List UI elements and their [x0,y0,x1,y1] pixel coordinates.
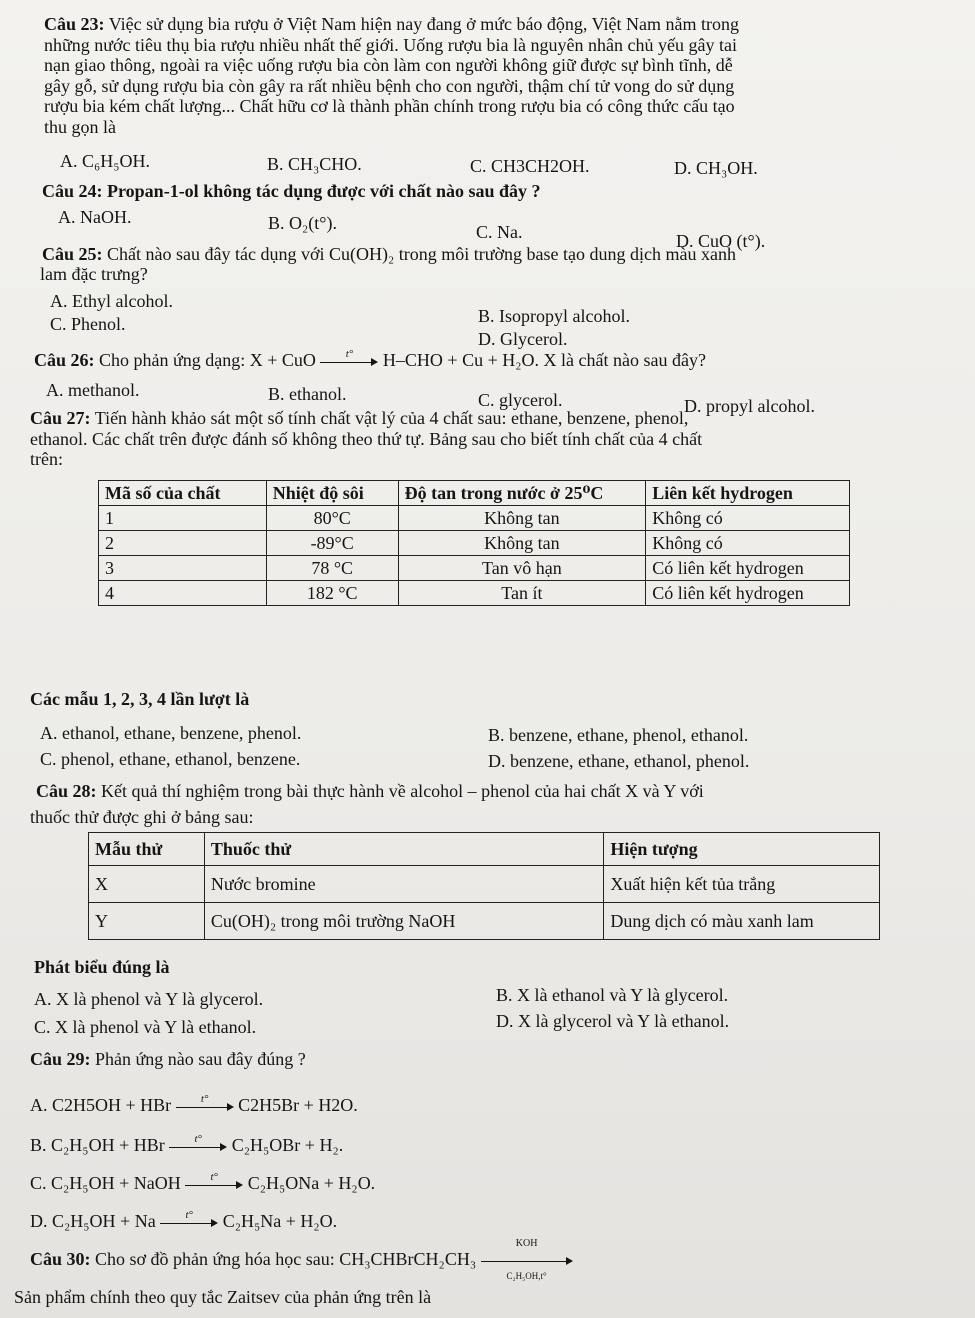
table-row [99,506,850,531]
q23-line: những nước tiêu thụ bia rượu nhiều nhất thế giới. Uống rượu bia là nguyên nhân chủ yếu gây tai [44,34,737,55]
arrow-condition: t° [185,1208,193,1221]
arrow-condition-top: KOH [515,1237,538,1249]
q25-text-line2: lam đặc trưng? [40,264,148,284]
reaction-arrow-icon [169,1132,227,1154]
reaction-arrow-icon [185,1170,243,1192]
q25-option-b[interactable]: B. Isopropyl alcohol. [478,306,630,326]
table-cell: Không tan [398,531,646,556]
table-cell: 2 [99,531,267,556]
question-28 [36,780,704,802]
table-cell: 3 [99,556,267,581]
table-header-cell: Thuốc thử [204,833,603,866]
table-row [89,866,880,903]
q23-line: thu gọn là [44,116,116,137]
q26-option-b[interactable]: B. ethanol. [268,384,347,404]
table-header-row [99,481,850,506]
q30-label: Câu 30: [30,1249,91,1269]
reaction-arrow-icon [160,1208,218,1230]
question-30 [30,1237,573,1281]
q28-label: Câu 28: [36,781,97,801]
q27-prompt: Các mẫu 1, 2, 3, 4 lần lượt là [30,689,250,709]
q28-prompt: Phát biểu đúng là [34,957,170,977]
q30-text-line2: Sản phẩm chính theo quy tắc Zaitsev của phản ứng trên là [14,1287,432,1307]
table-cell: X [89,866,205,903]
q26-text: Cho phản ứng dạng: X + CuO [99,350,316,370]
table-cell: 4 [99,581,267,606]
q26-option-c[interactable]: C. glycerol. [478,390,563,410]
q23-option-a[interactable]: A. C₆H₅OH. [60,151,151,171]
q28-text-line2: thuốc thử được ghi ở bảng sau: [30,807,254,827]
q23-label: Câu 23: [44,14,105,34]
q27-line: ethanol. Các chất trên được đánh số không theo thứ tự. Bảng sau cho biết tính chất của 4 chất [30,428,703,449]
reactants: C₂H₅OH + HBr [51,1135,165,1155]
table-cell: Cu(OH)₂ trong môi trường NaOH [204,903,603,940]
q27-line: trên: [30,449,63,469]
table-cell: Có liên kết hydrogen [646,556,850,581]
q24-option-c[interactable]: C. Na. [476,222,523,242]
experiment-table [88,832,880,940]
table-cell: 1 [99,506,267,531]
question-24 [42,180,541,202]
arrow-condition: t° [200,1092,209,1105]
question-29 [30,1048,306,1070]
table-cell: Xuất hiện kết tủa trắng [604,866,880,903]
q24-option-a[interactable]: A. NaOH. [58,207,132,227]
option-letter: D. [30,1211,48,1231]
q25-option-d[interactable]: D. Glycerol. [478,329,568,349]
q26-option-d[interactable]: D. propyl alcohol. [684,396,815,416]
table-cell: Không tan [398,506,646,531]
table-header-row [89,833,880,866]
question-27 [30,408,945,470]
q24-text: Propan-1-ol [107,181,204,201]
q23-option-b[interactable]: B. CH₃CHO. [267,154,362,174]
reaction-arrow-icon [176,1092,234,1114]
q28-option-d[interactable]: D. X là glycerol và Y là ethanol. [496,1011,730,1031]
table-header-cell: Độ tan trong nước ở 25⁰C [398,481,646,506]
option-letter: C. [30,1173,47,1193]
table-cell: Có liên kết hydrogen [646,581,850,606]
products: C₂H₅Na + H₂O. [222,1211,338,1231]
table-row [89,903,880,940]
q27-option-c[interactable]: C. phenol, ethane, ethanol, benzene. [40,749,301,769]
q25-option-c[interactable]: C. Phenol. [50,314,126,334]
reaction-arrow-icon [481,1237,573,1281]
q28-text: Kết quả thí nghiệm trong bài thực hành về alcohol – phenol của hai chất X và Y với [101,781,704,801]
q29-option-a[interactable] [30,1094,358,1116]
question-26 [34,349,706,371]
table-header-cell: Mẫu thử [89,833,205,866]
q28-option-b[interactable]: B. X là ethanol và Y là glycerol. [496,985,729,1005]
table-cell: Y [89,903,205,940]
q28-option-a[interactable]: A. X là phenol và Y là glycerol. [34,989,264,1009]
q23-line: nạn giao thông, ngoài ra việc uống rượu bia còn làm con người không giữ được sự bình tĩnh, dễ [44,55,733,75]
q29-option-c[interactable] [30,1172,375,1194]
products: C2H5Br + H2O. [238,1095,358,1115]
products: C₂H₅OBr + H₂. [231,1135,344,1155]
q28-option-c[interactable]: C. X là phenol và Y là ethanol. [34,1017,257,1037]
q26-option-a[interactable]: A. methanol. [46,380,140,400]
q27-line: Tiến hành khảo sát một số tính chất vật lý của 4 chất sau: ethane, benzene, phenol, [94,408,689,428]
arrow-condition: t° [194,1132,202,1145]
reaction-arrow-icon [320,347,378,369]
q27-option-b[interactable]: B. benzene, ethane, phenol, ethanol. [488,725,749,745]
q24-label: Câu 24: [42,181,103,201]
table-row [99,581,850,606]
option-letter: B. [30,1135,47,1155]
q23-option-c[interactable]: C. CH3CH2OH. [470,156,590,176]
q27-option-a[interactable]: A. ethanol, ethane, benzene, phenol. [40,723,302,743]
table-cell: Không có [646,531,850,556]
table-cell: 78 °C [266,556,398,581]
option-letter: A. [30,1095,48,1115]
table-header-cell: Hiện tượng [604,833,880,866]
question-23 [44,14,954,137]
table-cell: 182 °C [266,581,398,606]
q23-line: rượu bia kém chất lượng... Chất hữu cơ là thành phần chính trong rượu bia có công thức cấu tạo [44,96,735,116]
q27-label: Câu 27: [30,408,91,428]
reactants: C₂H₅OH + Na [52,1211,156,1231]
q24-text-end: tác dụng được với chất nào sau đây ? [251,181,541,201]
products: C₂H₅ONa + H₂O. [247,1173,376,1193]
q24-option-b[interactable]: B. O₂(t°). [268,213,337,233]
q25-label: Câu 25: [42,244,103,264]
q29-text: Phản ứng nào sau đây đúng ? [95,1049,306,1069]
q26-label: Câu 26: [34,350,95,370]
table-row [99,531,850,556]
q23-line: Việc sử dụng bia rượu ở Việt Nam hiện nay đang ở mức báo động, Việt Nam nằm trong [108,14,739,34]
q26-text-end: H–CHO + Cu + H₂O. X là chất nào sau đây? [382,350,706,370]
q24-option-d[interactable]: D. CuO (t°). [676,231,766,251]
arrow-condition: t° [210,1170,218,1183]
q25-option-a[interactable]: A. Ethyl alcohol. [50,291,173,311]
table-header-cell: Mã số của chất [99,481,267,506]
q29-label: Câu 29: [30,1049,91,1069]
q29-option-d[interactable] [30,1210,337,1232]
table-row [99,556,850,581]
arrow-condition-bottom: C₂H₅OH,t° [506,1270,547,1281]
table-header-cell: Liên kết hydrogen [646,481,850,506]
q23-option-d[interactable]: D. CH₃OH. [674,158,758,178]
q27-option-d[interactable]: D. benzene, ethane, ethanol, phenol. [488,751,750,771]
q24-negation: không [203,181,252,201]
q30-text: Cho sơ đồ phản ứng hóa học sau: CH₃CHBrCH₂CH₃ [95,1249,477,1269]
question-25 [42,243,736,265]
q25-text: Chất nào sau đây tác dụng với Cu(OH)₂ trong môi trường base tạo dung dịch màu xanh [107,244,736,264]
table-cell: Tan ít [398,581,646,606]
q23-line: gây gỗ, sử dụng rượu bia còn gây ra rất nhiều bệnh cho con người, thậm chí tử vong do sử dụng [44,75,735,96]
table-cell: Tan vô hạn [398,556,646,581]
table-cell: -89°C [266,531,398,556]
reactants: C₂H₅OH + NaOH [51,1173,181,1193]
q29-option-b[interactable] [30,1134,343,1156]
table-cell: Không có [646,506,850,531]
table-cell: Dung dịch có màu xanh lam [604,903,880,940]
table-header-cell: Nhiệt độ sôi [266,481,398,506]
table-cell: Nước bromine [204,866,603,903]
reactants: C2H5OH + HBr [52,1095,172,1115]
arrow-condition: t° [345,347,354,360]
properties-table [98,480,850,606]
table-cell: 80°C [266,506,398,531]
